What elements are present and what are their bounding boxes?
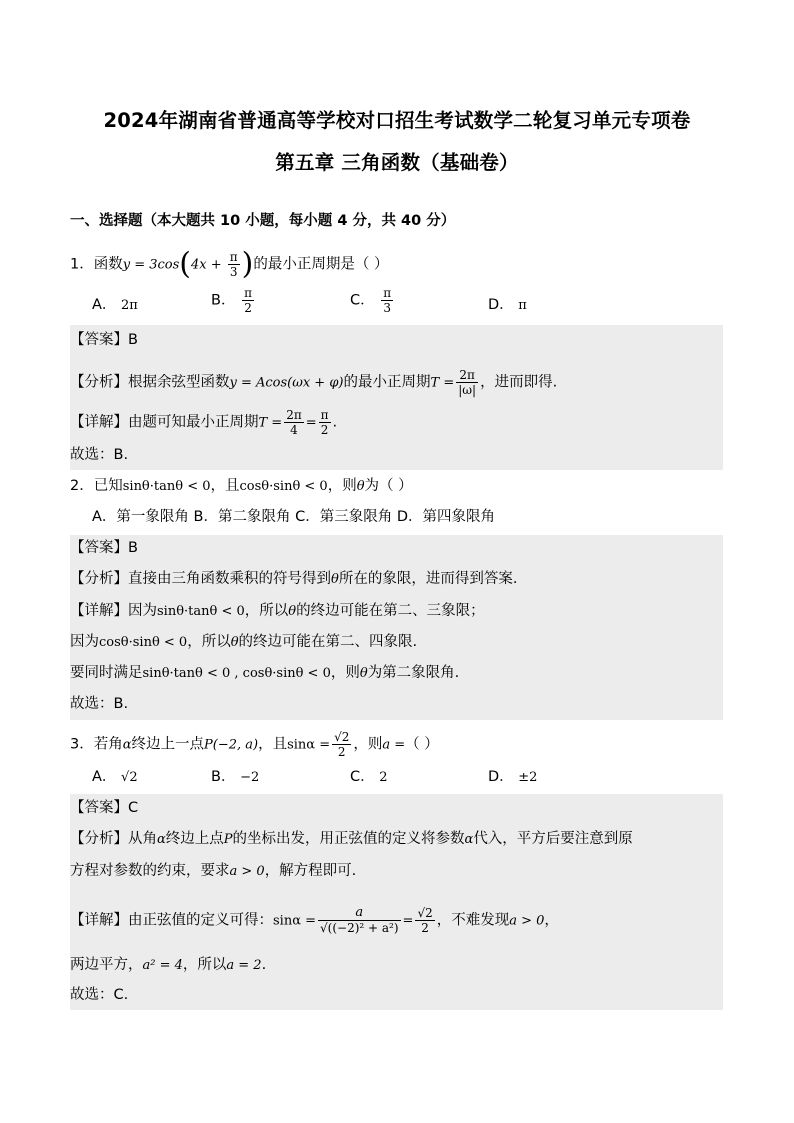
q2-analysis: 【分析】直接由三角函数乘积的符号得到θ所在的象限，进而得到答案.: [70, 571, 518, 587]
q1-option-d: D． π: [488, 297, 527, 313]
q3-analysis-1: 【分析】从角α终边上点P的坐标出发，用正弦值的定义将参数α代入，平方后要注意到原: [70, 831, 633, 847]
q1-detail: 【详解】由题可知最小正周期T = $\frac{2\pi}{4}$ = $\frac{\pi}{2}$ .: [70, 408, 338, 437]
q3-option-d: D． ±2: [488, 769, 538, 785]
q3-solution-box: [70, 794, 723, 1010]
q1-option-b: B． $\frac{\pi}{2}$: [211, 286, 252, 315]
chapter-title: 第五章 三角函数（基础卷）: [275, 151, 519, 174]
q3-option-c: C． 2: [350, 769, 388, 785]
q3-choose: 故选：C.: [70, 987, 129, 1003]
document-title: 2024年湖南省普通高等学校对口招生考试数学二轮复习单元专项卷: [103, 109, 691, 132]
q2-detail-3: 要同时满足sinθ·tanθ < 0 , cosθ·sinθ < 0，则θ为第二象限角.: [70, 665, 460, 681]
section-heading: 一、选择题（本大题共 10 小题，每小题 4 分，共 40 分）: [70, 213, 456, 229]
q3-option-a: A． √2: [92, 769, 138, 785]
q2-detail-2: 因为cosθ·sinθ < 0，所以θ的终边可能在第二、四象限.: [70, 634, 418, 650]
q3-option-b: B． −2: [211, 769, 260, 785]
q2-solution-box: [70, 535, 723, 720]
q3-detail-1: 【详解】由正弦值的定义可得：sinα = $\frac{a}{\text{√((−2)² + a²)}}$ = $\frac{√2}{2}$ ，不难发现a > 0，: [70, 905, 559, 935]
q3-answer: 【答案】C: [70, 800, 139, 816]
q2-options: A．第一象限角 B．第二象限角 C．第三象限角 D．第四象限角: [92, 509, 495, 525]
question-3-stem: 3．若角α终边上一点P(−2, a)，且sinα = $\frac{√2}{2}$ ，则a =（ ）: [70, 730, 439, 759]
q2-detail-1: 【详解】因为sinθ·tanθ < 0，所以θ的终边可能在第二、三象限；: [70, 603, 485, 619]
q1-option-a: A． 2π: [92, 297, 138, 313]
question-2-stem: 2．已知sinθ·tanθ < 0，且cosθ·sinθ < 0，则θ为（ ）: [70, 478, 413, 494]
q1-analysis: 【分析】根据余弦型函数y = Acos(ωx + φ)的最小正周期T = $\frac{2\pi}{|\omega|}$ ，进而即得.: [70, 368, 558, 397]
q3-analysis-2: 方程对参数的约束，要求a > 0，解方程即可.: [70, 863, 357, 879]
q1-answer: 【答案】B: [70, 332, 138, 348]
q3-detail-2: 两边平方，a² = 4，所以a = 2.: [70, 957, 267, 973]
q2-choose: 故选：B.: [70, 696, 129, 712]
q1-solution-box: [70, 325, 723, 470]
q2-answer: 【答案】B: [70, 540, 138, 556]
question-1-stem: 1．函数y = 3cos(4x + $\frac{\pi}{3}$ )的最小正周期是（ ）: [70, 246, 389, 282]
q1-choose: 故选：B.: [70, 447, 129, 463]
q1-option-c: C． $\frac{\pi}{3}$: [350, 286, 392, 315]
